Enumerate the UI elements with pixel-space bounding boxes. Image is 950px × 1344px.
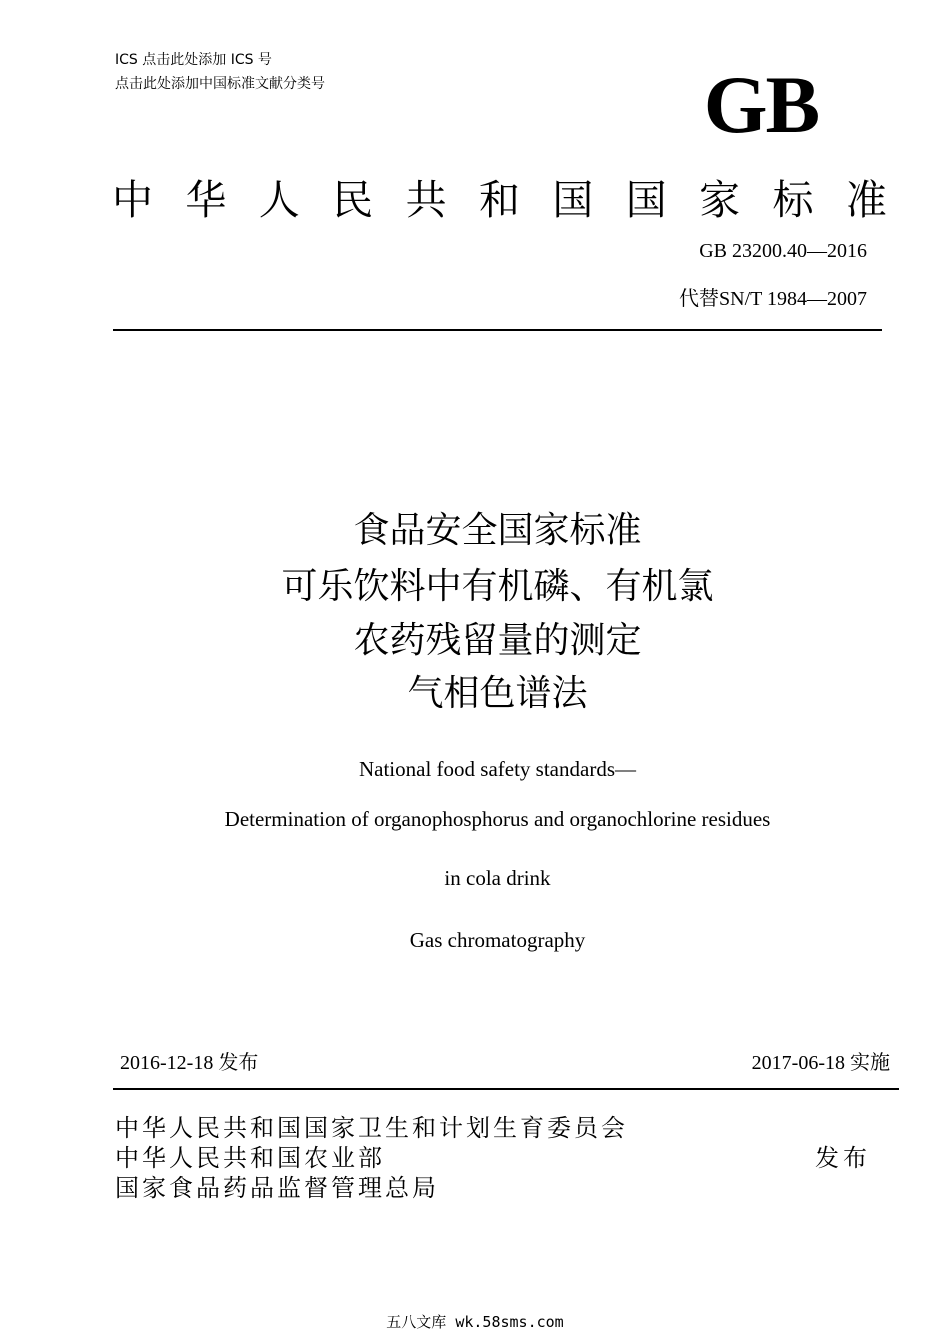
- issuer: 中华人民共和国农业部: [115, 1144, 385, 1172]
- title-char: 标: [772, 176, 814, 224]
- title-char: 华: [185, 176, 227, 224]
- en-title-line: in cola drink: [444, 866, 551, 890]
- gb-logo: GB: [703, 59, 819, 150]
- en-title-line: National food safety standards—: [358, 757, 636, 781]
- title-char: 民: [332, 176, 374, 224]
- title-char: 共: [405, 176, 447, 224]
- cn-title-line: 食品安全国家标准: [353, 510, 642, 551]
- classification-number: 点击此处添加中国标准文献分类号: [115, 76, 325, 92]
- title-char: 和: [478, 176, 520, 224]
- replaces-standard: 代替SN/T 1984—2007: [679, 288, 867, 310]
- issue-date: 2016-12-18 发布: [120, 1052, 259, 1074]
- en-title-line: Gas chromatography: [409, 928, 586, 952]
- title-char: 国: [552, 176, 594, 224]
- title-char: 国: [625, 176, 667, 224]
- ics-number: ICS 点击此处添加 ICS 号: [115, 52, 272, 68]
- issuer: 国家食品药品监督管理总局: [115, 1174, 439, 1202]
- issuer: 中华人民共和国国家卫生和计划生育委员会: [115, 1114, 628, 1142]
- cn-title-line: 气相色谱法: [407, 673, 588, 714]
- standard-number: GB 23200.40—2016: [699, 240, 867, 262]
- publish-label: 发布: [815, 1144, 871, 1172]
- top-divider: [113, 329, 882, 331]
- title-char: 准: [845, 176, 887, 224]
- cn-title-line: 农药残留量的测定: [353, 620, 642, 661]
- cn-title-line: 可乐饮料中有机磷、有机氯: [281, 566, 714, 607]
- implementation-date: 2017-06-18 实施: [751, 1052, 890, 1074]
- title-char: 中: [112, 176, 153, 224]
- bottom-divider: [113, 1088, 899, 1090]
- title-char: 家: [699, 176, 741, 224]
- national-standard-title: [112, 170, 887, 230]
- en-title-line: Determination of organophosphorus and organochlorine residues: [224, 807, 771, 831]
- title-char: 人: [258, 176, 300, 224]
- footer-watermark: 五八文库 wk.58sms.com: [386, 1313, 564, 1331]
